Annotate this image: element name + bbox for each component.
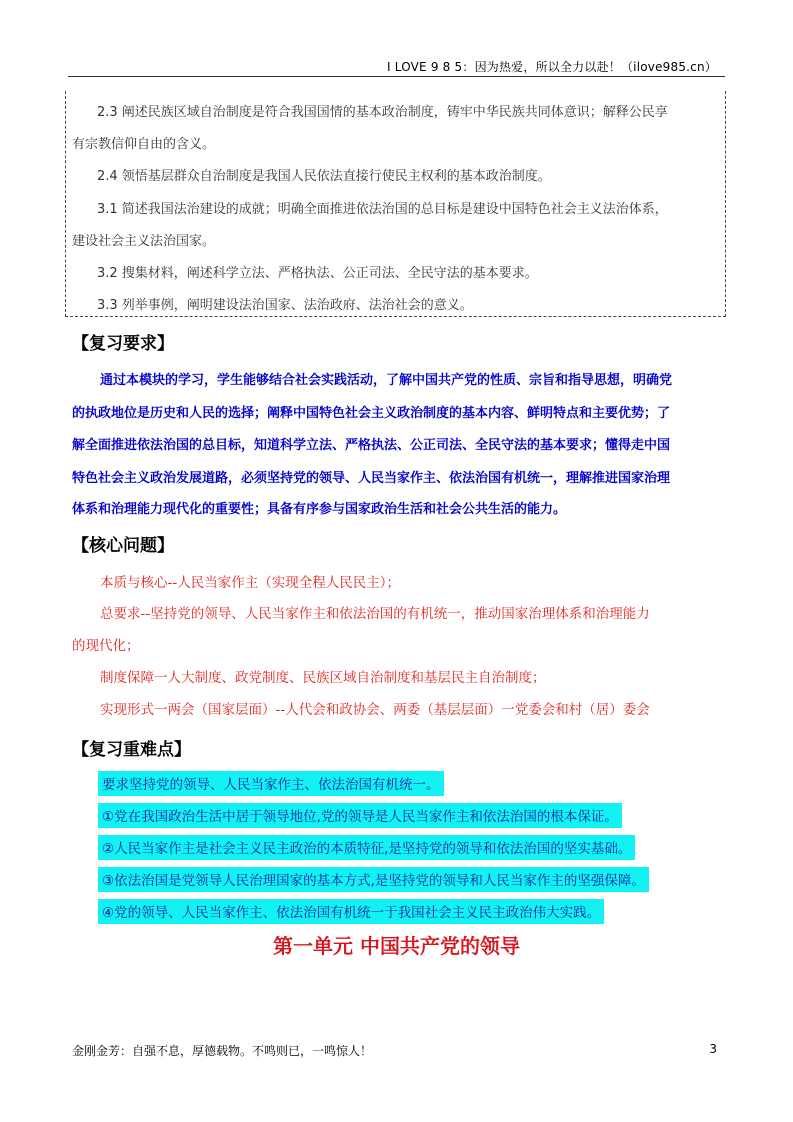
requirement-line: 的执政地位是历史和人民的选择；阐释中国特色社会主义政治制度的基本内容、鲜明特点和主要优势；了 [72,406,671,421]
key-points-title: 【复习重难点】 [72,740,191,760]
objective-line: 3.1 简述我国法治建设的成就；明确全面推进依法治国的总目标是建设中国特色社会主义法治体系， [97,202,668,217]
core-issue-line: 总要求--坚持党的领导、人民当家作主和依法治国的有机统一，推动国家治理体系和治理能力 [100,606,650,622]
requirement-line: 解全面推进依法治国的总目标，知道科学立法、严格执法、公正司法、全民守法的基本要求；懂得走中国 [72,438,671,453]
objective-line: 2.4 领悟基层群众自治制度是我国人民依法直接行使民主权利的基本政治制度。 [97,169,551,184]
objective-line: 有宗教信仰自由的含义。 [72,137,216,152]
requirement-line: 体系和治理能力现代化的重要性；具备有序参与国家政治生活和社会公共生活的能力。 [72,502,567,517]
key-point-line: ③依法治国是党领导人民治理国家的基本方式,是坚持党的领导和人民当家作主的坚强保障。 [98,867,649,892]
review-requirements-title: 【复习要求】 [72,334,174,354]
header-divider [68,76,725,77]
requirement-line: 特色社会主义政治发展道路，必须坚持党的领导、人民当家作主、依法治国有机统一，理解推进国家治理 [72,471,671,486]
requirement-line: 通过本模块的学习，学生能够结合社会实践活动，了解中国共产党的性质、宗旨和指导思想，明确党 [100,373,673,388]
objective-line: 3.3 列举事例，阐明建设法治国家、法治政府、法治社会的意义。 [97,298,473,313]
header-text: I LOVE 9 8 5：因为热爱，所以全力以赴！（ilove985.cn） [386,60,717,74]
footer-motto: 金刚金芳：自强不息，厚德载物。不鸣则已，一鸣惊人！ [72,1044,373,1058]
core-issue-line: 的现代化； [72,638,140,654]
core-issue-line: 本质与核心--人民当家作主（实现全程人民民主）； [100,575,400,591]
unit-title: 第一单元 中国共产党的领导 [273,934,520,958]
key-point-line: 要求坚持党的领导、人民当家作主、依法治国有机统一。 [98,771,444,796]
core-issue-line: 实现形式一两会（国家层面）--人代会和政协会、两委（基层层面）一党委会和村（居）委会 [100,702,650,718]
objective-line: 3.2 搜集材料，阐述科学立法、严格执法、公正司法、全民守法的基本要求。 [97,266,538,281]
key-point-line: ④党的领导、人民当家作主、依法治国有机统一于我国社会主义民主政治伟大实践。 [98,899,604,924]
objective-line: 2.3 阐述民族区域自治制度是符合我国国情的基本政治制度，铸牢中华民族共同体意识；解释公民享 [97,105,668,120]
objective-line: 建设社会主义法治国家。 [72,234,216,249]
key-point-line: ①党在我国政治生活中居于领导地位,党的领导是人民当家作主和依法治国的根本保证。 [98,803,622,828]
page-number: 3 [709,1042,717,1056]
core-issue-line: 制度保障一人大制度、政党制度、民族区域自治制度和基层民主自治制度； [100,670,546,686]
core-issues-title: 【核心问题】 [72,536,174,556]
key-point-line: ②人民当家作主是社会主义民主政治的本质特征,是坚持党的领导和依法治国的坚实基础。 [98,835,635,860]
